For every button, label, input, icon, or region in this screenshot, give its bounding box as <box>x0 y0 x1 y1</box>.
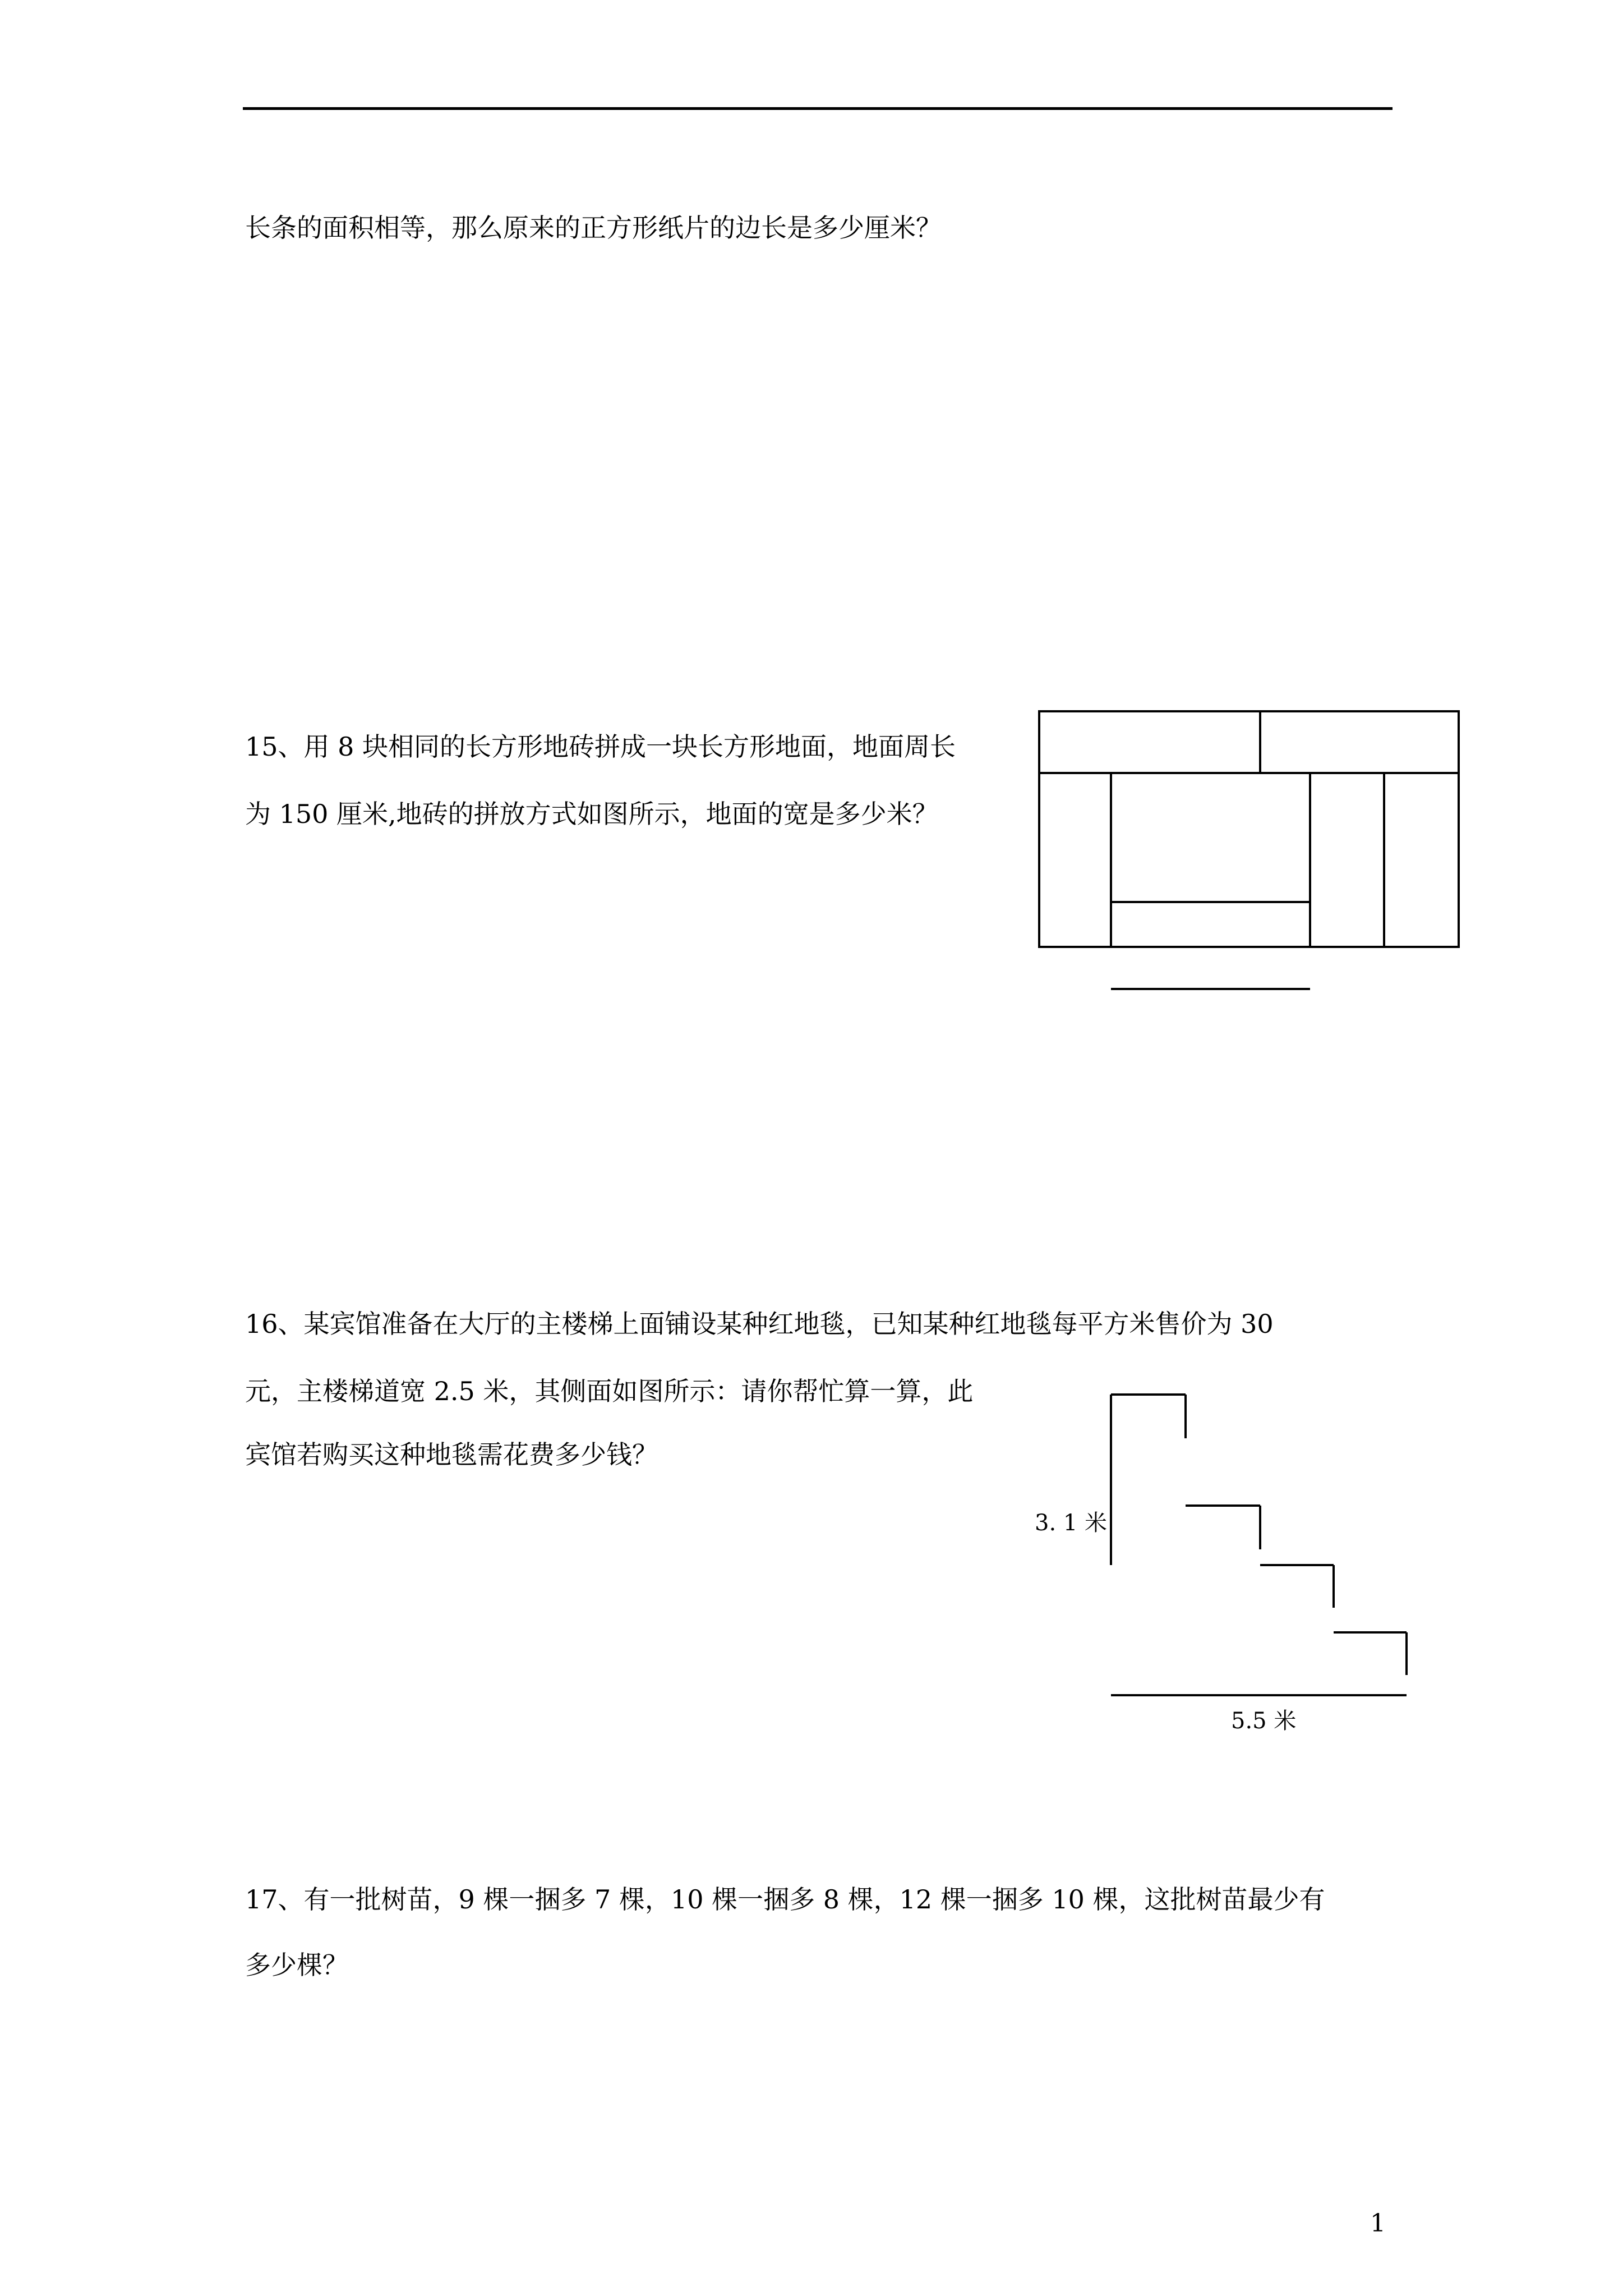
page-number: 1 <box>1370 2209 1386 2238</box>
q16-line-3: 宾馆若购买这种地毯需花费多少钱？ <box>245 1439 658 1470</box>
q17-line-1: 17、有一批树苗，9 棵一捆多 7 棵，10 棵一捆多 8 棵，12 棵一捆多 10 棵，这批树苗最少有 <box>245 1884 1325 1915</box>
continued-question-text: 长条的面积相等，那么原来的正方形纸片的边长是多少厘米？ <box>245 213 942 243</box>
stair-width-label: 5.5 米 <box>1231 1708 1297 1734</box>
q15-line-2: 为 150 厘米,地砖的拼放方式如图所示，地面的宽是多少米？ <box>245 799 938 829</box>
stair-height-label: 3. 1 米 <box>1035 1510 1108 1536</box>
q16-line-2: 元，主楼梯道宽 2.5 米，其侧面如图所示：请你帮忙算一算，此 <box>245 1376 974 1406</box>
q16-line-1: 16、某宾馆准备在大厅的主楼梯上面铺设某种红地毯，已知某种红地毯每平方米售价为 30 <box>245 1309 1274 1339</box>
q17-line-2: 多少棵？ <box>245 1950 348 1980</box>
q15-line-1: 15、用 8 块相同的长方形地砖拼成一块长方形地面，地面周长 <box>245 731 956 762</box>
